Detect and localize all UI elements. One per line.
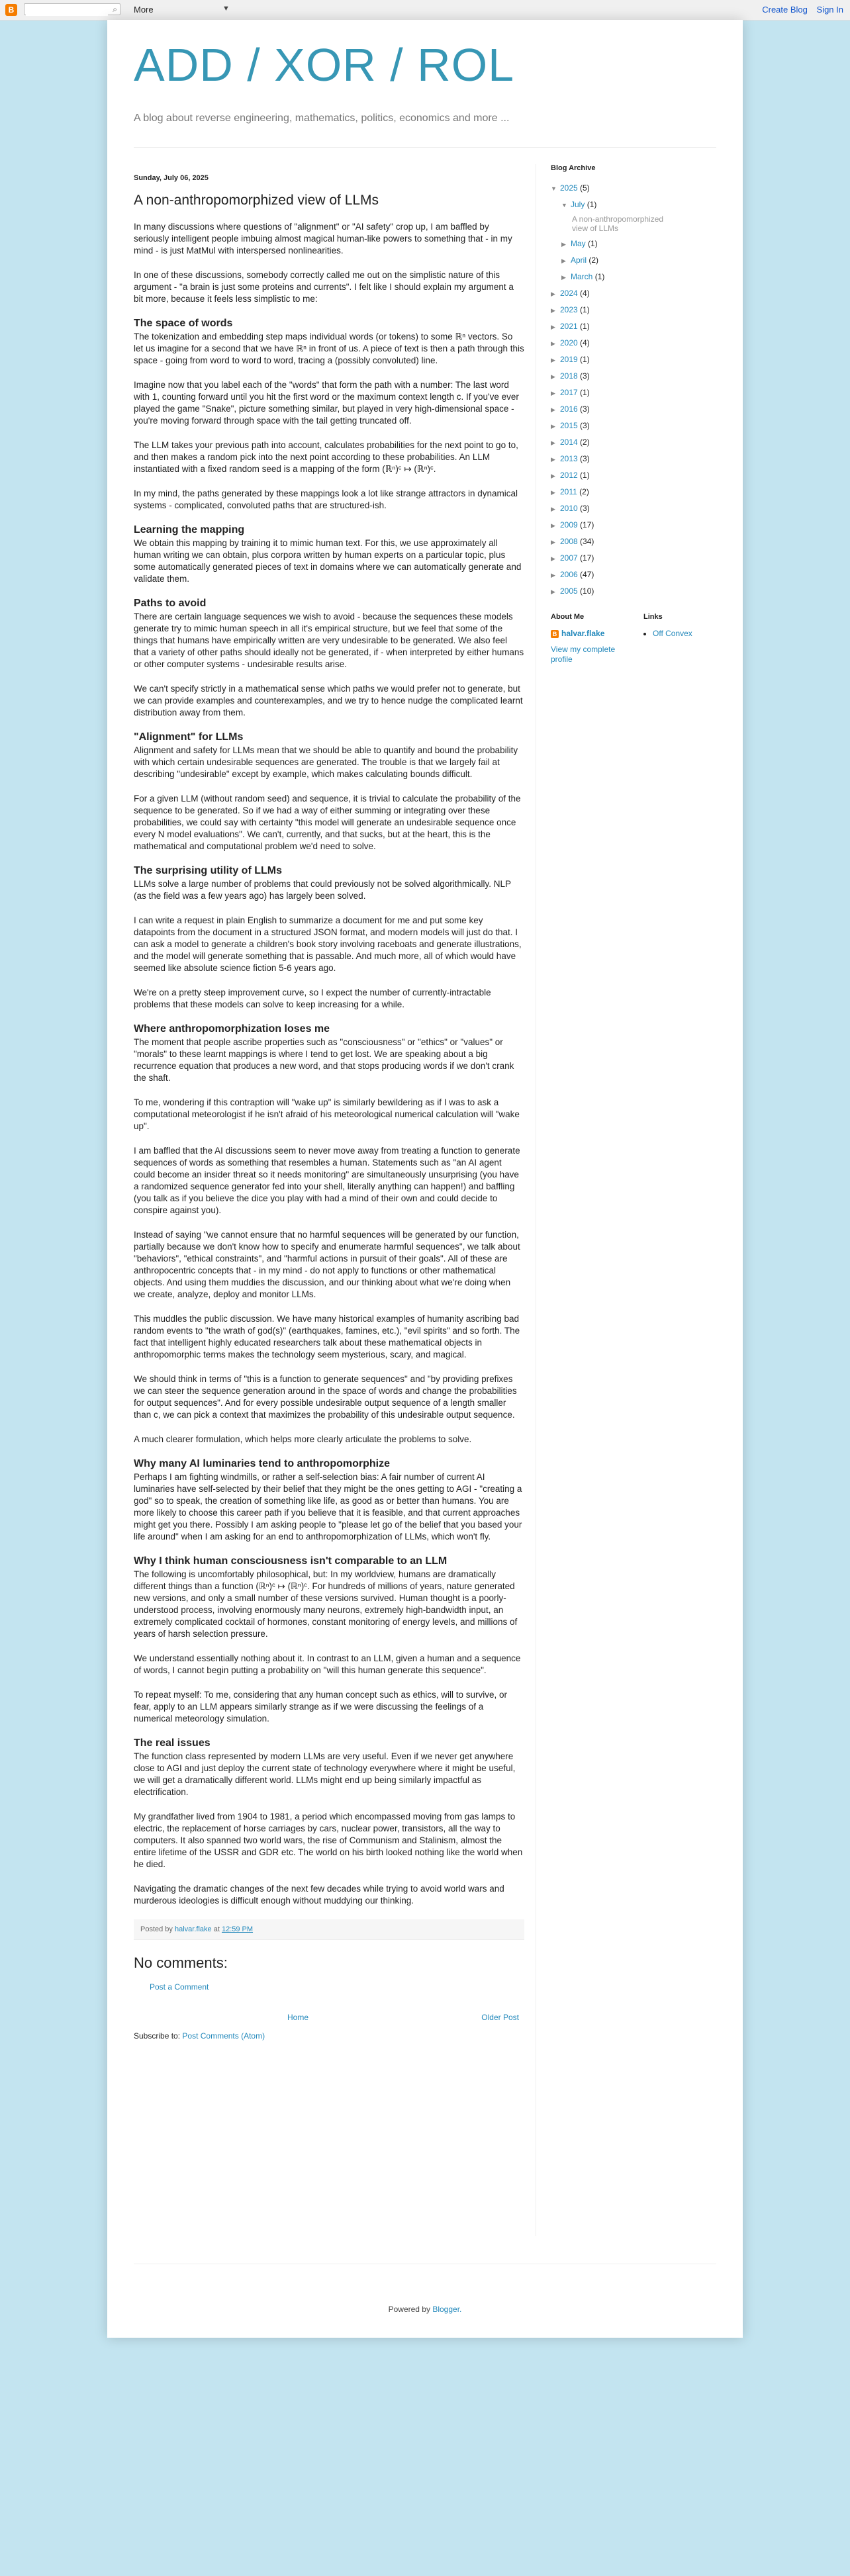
post-paragraph: Imagine now that you label each of the "words" that form the path with a number: The last word with 1, counting forward until you hit the first word or the maximum context length c. If you've ever played the game "Snake", picture something similar, but played in very high-dimensional space - you're moving forward through space with the tail getting truncated off. (134, 380, 519, 426)
blog-title[interactable]: ADD / XOR / ROL (134, 39, 515, 91)
profile-name-link[interactable]: halvar.flake (561, 629, 605, 638)
archive-count: (1) (594, 272, 605, 281)
post-paragraph: In my mind, the paths generated by these mappings look a lot like strange attractors in dynamical systems - complicated, convoluted paths that are structured-ish. (134, 488, 518, 510)
archive-link[interactable]: 2016 (560, 404, 578, 414)
post-paragraph: We should think in terms of "this is a function to generate sequences" and "by providing prefixes we can steer the sequence generation around in the space of words and change the probabilities for output sequences". And for every possible undesirable output sequence of a length smaller than c, we can pick a context that maximizes the probability of this undesirable output sequence. (134, 1374, 517, 1420)
archive-year (551, 302, 723, 318)
comments-heading: No comments: (134, 1955, 228, 1971)
archive-link[interactable]: 2011 (560, 487, 577, 496)
archive-link[interactable]: March (571, 272, 593, 281)
triangle-right-icon[interactable]: ▶ (561, 257, 566, 264)
link-off-convex[interactable]: Off Convex (653, 629, 692, 638)
triangle-right-icon[interactable]: ▶ (551, 522, 555, 529)
archive-count: (17) (580, 520, 594, 529)
archive-year (551, 401, 723, 418)
triangle-right-icon[interactable]: ▶ (551, 307, 555, 314)
about-me-widget (551, 613, 643, 665)
post-paragraph: In many discussions where questions of "alignment" or "AI safety" crop up, I am baffled by seriously intelligent people imbuing almost magical human-like powers to something that - in my mind - is just MatMul with interspersed nonlinearities. (134, 222, 512, 255)
section-heading: Where anthropomorphization loses me (134, 1023, 330, 1035)
archive-month-april (551, 252, 723, 269)
archive-year (551, 385, 723, 401)
triangle-right-icon[interactable]: ▶ (551, 473, 555, 479)
post-paragraph: This muddles the public discussion. We have many historical examples of humanity ascribing bad random events to "the wrath of god(s)" (earthquakes, famines, etc.), "evil spirits" and so forth. The fact that intelligent highly educated researchers talk about these mathematical objects in anthropomorphic terms makes the technology seem mysterious, scary, and magical. (134, 1314, 520, 1359)
archive-link[interactable]: 2012 (560, 471, 578, 480)
archive-link[interactable]: 2024 (560, 289, 578, 298)
archive-link[interactable]: 2006 (560, 570, 578, 579)
search-box (24, 3, 120, 15)
triangle-right-icon[interactable]: ▶ (551, 406, 555, 413)
archive-count: (1) (580, 355, 590, 364)
archive-year (551, 500, 723, 517)
triangle-right-icon[interactable]: ▶ (551, 588, 555, 595)
archive-link[interactable]: 2023 (560, 305, 578, 314)
archive-count: (1) (580, 322, 590, 331)
more-label: More (134, 5, 154, 15)
archive-link[interactable]: 2020 (560, 338, 578, 347)
triangle-right-icon[interactable]: ▶ (551, 324, 555, 330)
archive-link[interactable]: 2019 (560, 355, 578, 364)
section-heading: Paths to avoid (134, 598, 207, 609)
chevron-down-icon: ▼ (222, 5, 230, 13)
triangle-right-icon[interactable]: ▶ (551, 291, 555, 297)
archive-link[interactable]: 2013 (560, 454, 578, 463)
archive-link[interactable]: 2025 (560, 183, 578, 193)
list-item (653, 629, 723, 638)
page-container (107, 20, 743, 2338)
section-heading: The space of words (134, 318, 233, 329)
archive-count: (3) (580, 371, 590, 381)
sign-in-link[interactable]: Sign In (816, 5, 843, 15)
archive-link[interactable]: 2010 (560, 504, 578, 513)
post-footer (134, 1919, 524, 1940)
archive-link[interactable]: 2018 (560, 371, 578, 381)
triangle-right-icon[interactable]: ▶ (551, 489, 555, 496)
archive-year (551, 285, 723, 302)
blog-pager (134, 2011, 524, 2025)
triangle-right-icon[interactable]: ▶ (551, 423, 555, 430)
triangle-right-icon[interactable]: ▶ (551, 456, 555, 463)
powered-by-label: Powered by (388, 2305, 430, 2314)
subscribe-label: Subscribe to: (134, 2031, 181, 2041)
subscribe-link[interactable]: Post Comments (Atom) (182, 2031, 265, 2041)
post-paragraph: I am baffled that the AI discussions seem to never move away from treating a function to generate sequences of words as something that resembles a human. Statements such as "an AI agent could become an insider threat so it needs monitoring" are simultaneously unsurprising (you have a randomized sequence generator fed into your shell, literally anything can happen!) and baffling (you talk as if you believe the dice you play with had a mind of their own and could decide to conspire against you). (134, 1146, 520, 1215)
triangle-right-icon[interactable]: ▶ (551, 373, 555, 380)
archive-link[interactable]: July (571, 200, 585, 209)
archive-year-2025 (551, 180, 723, 197)
author-link[interactable]: halvar.flake (174, 1925, 212, 1933)
archive-year (551, 567, 723, 583)
post-date: Sunday, July 06, 2025 (134, 174, 209, 182)
archive-year (551, 368, 723, 385)
archive-count: (34) (580, 537, 594, 546)
archive-count: (3) (580, 454, 590, 463)
archive-heading: Blog Archive (551, 164, 596, 172)
post-paragraph: For a given LLM (without random seed) and sequence, it is trivial to calculate the probability of the sequence to be generated. So if we had a way of either summing or integrating over these probabilities, we could say with certainty "this model will generate an undesirable sequence once every N model evaluations". We can't, currently, and that sucks, but at the heart, this is the mathematical and computational problem we'd need to solve. (134, 794, 521, 851)
post-paragraph: My grandfather lived from 1904 to 1981, a period which encompassed moving from gas lamps to electric, the replacement of horse carriages by cars, nuclear power, transistors, all the way to computers. It also spanned two world wars, the rise of Communism and Stalinism, almost the entire lifetime of the USSR and GDR etc. The world on his birth looked nothing like the world when he died. (134, 1812, 523, 1869)
archive-post-link[interactable]: A non-anthropomorphized view of LLMs (572, 214, 664, 233)
archive-month-july (551, 197, 723, 213)
post-paragraph: Perhaps I am fighting windmills, or rather a self-selection bias: A fair number of current AI luminaries have self-selected by their belief that they might be the ones getting to AGI - "creating a god" so to speak, the creation of something like life, as good as or better than humans. You are more likely to choose this career path if you believe that it is feasible, and that current approaches might get you there. Possibly I am asking people to "please let go of the belief that you based your life around" when I am asking for an end to anthropomorphization of LLMs, which won't fly. (134, 1472, 522, 1541)
triangle-right-icon[interactable]: ▶ (551, 506, 555, 512)
archive-link[interactable]: 2015 (560, 421, 578, 430)
triangle-right-icon[interactable]: ▶ (551, 555, 555, 562)
triangle-right-icon[interactable]: ▶ (551, 340, 555, 347)
archive-year (551, 351, 723, 368)
archive-count: (3) (580, 404, 590, 414)
archive-count: (47) (580, 570, 594, 579)
triangle-right-icon[interactable]: ▶ (551, 539, 555, 545)
post-paragraph: The tokenization and embedding step maps individual words (or tokens) to some ℝⁿ vectors. So let us imagine for a second that we have ℝⁿ in front of us. A piece of text is then a path through this space - going from word to word to word, tracing a (possibly convoluted) line. (134, 332, 524, 365)
section-heading: The real issues (134, 1737, 211, 1749)
section-heading: "Alignment" for LLMs (134, 731, 244, 743)
section-heading: Why I think human consciousness isn't comparable to an LLM (134, 1555, 448, 1567)
archive-year (551, 335, 723, 351)
archive-month-march (551, 269, 723, 285)
archive-count: (1) (580, 471, 590, 480)
section-heading: The surprising utility of LLMs (134, 865, 282, 876)
blogger-profile-icon: B (551, 630, 559, 638)
section-heading: Learning the mapping (134, 524, 245, 535)
archive-link[interactable]: 2017 (560, 388, 578, 397)
post-paragraph: Navigating the dramatic changes of the next few decades while trying to avoid world wars and murderous ideologies is difficult enough without muddying our thinking. (134, 1884, 504, 1906)
archive-count: (3) (580, 421, 590, 430)
archive-link[interactable]: 2007 (560, 553, 578, 563)
triangle-right-icon[interactable]: ▶ (561, 274, 566, 281)
home-link[interactable]: Home (287, 2013, 309, 2022)
archive-year (551, 533, 723, 550)
posted-by-label: Posted by (140, 1925, 173, 1933)
at-label: at (213, 1925, 220, 1933)
blogger-logo-icon[interactable]: B (5, 4, 17, 16)
about-me-profile-row (551, 645, 624, 665)
triangle-right-icon[interactable]: ▶ (551, 390, 555, 396)
archive-year (551, 418, 723, 434)
subscribe-line (134, 2030, 524, 2042)
archive-link[interactable]: 2008 (560, 537, 578, 546)
post-paragraph: In one of these discussions, somebody correctly called me out on the simplistic nature of this argument - "a brain is just some proteins and currents". I felt like I should explain my argument a bit more, because it feels less simplistic to me: (134, 270, 514, 304)
links-heading: Links (643, 613, 663, 621)
post-paragraph: LLMs solve a large number of problems that could previously not be solved algorithmically. NLP (as the field was a few years ago) has largely been solved. (134, 879, 511, 901)
links-widget (643, 613, 723, 638)
main-column (134, 164, 524, 2042)
archive-count: (2) (589, 255, 599, 265)
search-icon[interactable]: ⌕ (113, 5, 117, 14)
post-paragraph: Instead of saying "we cannot ensure that no harmful sequences will be generated by our function, partially because we don't know how to specify and enumerate harmful sequences", we talk about "behaviors", "ethical constraints", and "harmful actions in pursuit of their goals". All of these are anthropocentric concepts that - in my mind - do not apply to functions or other mathematical objects. And using them muddies the discussion, and our thinking about what we're doing when we create, analyze, deploy and monitor LLMs. (134, 1230, 520, 1299)
post-paragraph: The function class represented by modern LLMs are very useful. Even if we never get anywhere close to AGI and just deploy the current state of technology everywhere where it might be useful, we will get a dramatically different world. LLMs might end up being similarly impactful as electrification. (134, 1751, 516, 1797)
view-profile-link[interactable]: View my complete profile (551, 645, 616, 664)
triangle-down-icon[interactable]: ▼ (551, 185, 557, 192)
post-paragraph: We understand essentially nothing about it. In contrast to an LLM, given a human and a sequence of words, I cannot begin putting a probability on "will this human generate this sequence". (134, 1653, 521, 1675)
triangle-down-icon[interactable]: ▼ (561, 202, 567, 208)
archive-count: (1) (580, 305, 590, 314)
archive-link[interactable]: 2005 (560, 586, 578, 596)
archive-count: (2) (580, 437, 590, 447)
blogger-link[interactable]: Blogger. (432, 2305, 462, 2314)
blog-description: A blog about reverse engineering, mathematics, politics, economics and more ... (134, 113, 510, 124)
archive-list (551, 180, 723, 600)
archive-year (551, 517, 723, 533)
archive-count: (4) (580, 338, 590, 347)
triangle-right-icon[interactable]: ▶ (561, 241, 566, 248)
post-paragraph: We're on a pretty steep improvement curve, so I expect the number of currently-intractable problems that these models can solve to keep increasing for a while. (134, 988, 491, 1009)
sidebar (551, 164, 723, 664)
post-body (134, 221, 524, 1907)
post-paragraph: To repeat myself: To me, considering that any human concept such as ethics, will to survive, or fear, apply to an LLM appears similarly strange as if we were discussing the feelings of a numerical meteorology simulation. (134, 1690, 508, 1724)
header-divider (134, 147, 716, 148)
create-blog-link[interactable]: Create Blog (762, 5, 808, 15)
archive-count: (1) (587, 200, 597, 209)
archive-count: (3) (580, 504, 590, 513)
about-me-author (551, 629, 643, 638)
navbar-actions (755, 5, 843, 15)
archive-count: (2) (579, 487, 589, 496)
post-paragraph: We obtain this mapping by training it to mimic human text. For this, we use approximately all human writing we can obtain, plus corpora written by human experts on a particular topic, plus some automatically generated pieces of text in domains where we can automatically generate and validate them. (134, 538, 522, 584)
more-menu[interactable] (134, 5, 230, 15)
archive-link[interactable]: 2014 (560, 437, 578, 447)
archive-count: (4) (580, 289, 590, 298)
archive-count: (1) (580, 388, 590, 397)
archive-link[interactable]: May (571, 239, 586, 248)
post-paragraph: A much clearer formulation, which helps more clearly articulate the problems to solve. (134, 1434, 472, 1444)
archive-count: (5) (580, 183, 590, 193)
blogger-navbar (0, 0, 850, 21)
post-title: A non-anthropomorphized view of LLMs (134, 193, 379, 208)
archive-year (551, 318, 723, 335)
post-paragraph: Alignment and safety for LLMs mean that we should be able to quantify and bound the probability with which certain undesirable sequences are generated. The trouble is that we largely fail at describing "undesirable" except by example, which makes calculating bounds difficult. (134, 745, 518, 779)
archive-link[interactable]: 2009 (560, 520, 578, 529)
about-me-heading: About Me (551, 613, 585, 621)
post-paragraph: The moment that people ascribe properties such as "consciousness" or "ethics" or "values" or "morals" to these learnt mappings is where I tend to get lost. We are speaking about a big recurrence equation that produces a new word, and that stops producing words if we don't crank the shaft. (134, 1037, 514, 1083)
archive-year (551, 484, 723, 500)
links-list (643, 629, 723, 638)
section-heading: Why many AI luminaries tend to anthropomorphize (134, 1458, 390, 1469)
post-comment-link[interactable]: Post a Comment (150, 1982, 209, 1992)
triangle-right-icon[interactable]: ▶ (551, 572, 555, 578)
post-paragraph: There are certain language sequences we wish to avoid - because the sequences these models generate try to mimic human speech in all it's empirical structure, but we feel that some of the things that humans have empirically written are very undesirable to be generated. We also feel that a variety of other paths should ideally not be generated, if - when interpreted by either humans or other computer systems - undesirable results arise. (134, 612, 524, 669)
triangle-right-icon[interactable]: ▶ (551, 439, 555, 446)
archive-link[interactable]: April (571, 255, 587, 265)
post-paragraph: I can write a request in plain English to summarize a document for me and put some key datapoints from the document in a structured JSON format, and modern models will just do that. I can ask a model to generate a children's book story involving raceboats and generate illustrations, and the model will generate something that is passable. And much more, all of which would have seemed like absolute science fiction 5-6 years ago. (134, 915, 522, 973)
post-paragraph: We can't specify strictly in a mathematical sense which paths we would prefer not to generate, but we can provide examples and counterexamples, and we try to hence nudge the complicated learnt distribution away from them. (134, 684, 523, 717)
post-paragraph: To me, wondering if this contraption will "wake up" is similarly bewildering as if I was to ask a computational meteorologist if he isn't afraid of his meteorological numerical calculation will "wake up". (134, 1097, 520, 1131)
archive-year (551, 467, 723, 484)
archive-link[interactable]: 2021 (560, 322, 578, 331)
archive-year (551, 451, 723, 467)
post-paragraph: The LLM takes your previous path into account, calculates probabilities for the next point to go to, and then makes a random pick into the next point according to these probabilities. An LLM instantiated with a fixed random seed is a mapping of the form (ℝⁿ)ᶜ ↦ (ℝⁿ)ᶜ. (134, 440, 518, 474)
older-post-link[interactable]: Older Post (481, 2013, 519, 2022)
archive-month-may (551, 236, 723, 252)
archive-year (551, 434, 723, 451)
attribution (107, 2305, 743, 2314)
triangle-right-icon[interactable]: ▶ (551, 357, 555, 363)
post-time-link[interactable]: 12:59 PM (221, 1925, 254, 1933)
archive-count: (10) (580, 586, 594, 596)
archive-count: (17) (580, 553, 594, 563)
post-paragraph: The following is uncomfortably philosophical, but: In my worldview, humans are dramatically different things than a function (ℝⁿ)ᶜ ↦ (ℝⁿ)ᶜ. For hundreds of millions of years, nature generated new versions, and only a small number of these versions survived. Human thought is a poorly-understood process, involving enormously many neurons, extremely high-bandwidth input, an extremely complicated cocktail of hormones, constant monitoring of energy levels, and millions of years of harsh selection pressure. (134, 1569, 518, 1639)
archive-year (551, 550, 723, 567)
archive-year (551, 583, 723, 600)
search-input[interactable] (26, 5, 108, 16)
archive-count: (1) (588, 239, 598, 248)
